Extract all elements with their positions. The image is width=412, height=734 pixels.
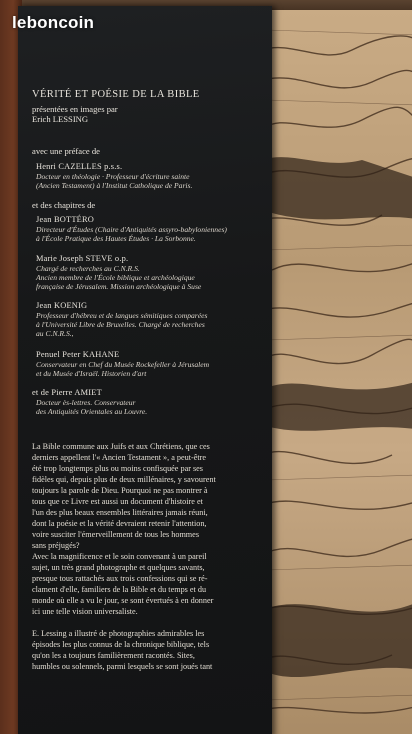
contributor-name: Marie Joseph STEVE o.p.	[36, 254, 129, 263]
contributor-credential: Directeur d'Études (Chaire d'Antiquités assyro-babyloniennes)	[36, 225, 227, 234]
blurb-line: La Bible commune aux Juifs et aux Chrétiens, que ces	[32, 442, 210, 451]
blurb-line: toujours la parole de Dieu. Pourquoi ne pas montrer à	[32, 486, 208, 495]
contributor-name: Penuel Peter KAHANE	[36, 350, 120, 359]
book-author: Erich LESSING	[32, 114, 89, 124]
contributor-credential: Conservateur en Chef du Musée Rockefeller à Jérusalem	[36, 360, 210, 369]
blurb-line: presque tous rattachés aux trois confessions qui se ré-	[32, 574, 208, 583]
contributor-credential: à l'Université Libre de Bruxelles. Chargé de recherches	[36, 320, 205, 329]
blurb-line: Avec la magnificence et le soin convenant à un pareil	[32, 552, 207, 561]
blurb-line: été trop longtemps plus ou moins confisquée par ses	[32, 464, 203, 473]
leboncoin-logo: leboncoin	[12, 13, 95, 32]
blurb-line: ici une telle vision universaliste.	[32, 607, 138, 616]
contributor-name: Jean BOTTÉRO	[36, 215, 94, 224]
book-title: VÉRITÉ ET POÉSIE DE LA BIBLE	[32, 89, 200, 100]
contributor-name: Jean KOENIG	[36, 301, 88, 310]
contributor-name: Henri CAZELLES p.s.s.	[36, 162, 123, 171]
contributor-credential: Ancien membre de l'École biblique et archéologique	[36, 273, 195, 282]
contributor-credential: à l'École Pratique des Hautes Études · La Sorbonne.	[36, 234, 196, 243]
contributor-credential: au C.N.R.S.,	[36, 329, 74, 338]
blurb-line: monde où elle a vu le jour, se sont évertués à en donner	[32, 596, 214, 605]
contributor-name: et de Pierre AMIET	[32, 388, 102, 397]
blurb-line: sujet, un très grand photographe et quelques savants,	[32, 563, 205, 572]
contributor-credential: et du Musée d'Israël. Historien d'art	[36, 369, 147, 378]
blurb-line: épisodes les plus connus de la chronique biblique, tels	[32, 640, 210, 649]
blurb-line: qu'on les a toujours familièrement racontés. Sites,	[32, 651, 195, 660]
contributor-credential: Professeur d'hébreu et de langues sémitiques comparées	[36, 311, 208, 320]
contributor-credential: Chargé de recherches au C.N.R.S.	[36, 264, 140, 273]
contributor-credential: des Antiquités Orientales au Louvre.	[36, 407, 148, 416]
blurb-line: l'un des plus beaux ensembles littéraires jamais réuni,	[32, 508, 208, 517]
contributors-intro: et des chapitres de	[32, 200, 96, 210]
preface-intro: avec une préface de	[32, 146, 100, 156]
engraving-illustration	[262, 10, 412, 734]
engraving-pattern	[262, 10, 412, 734]
blurb-line: fidèles qui, depuis plus de deux millénaires, y savourent	[32, 475, 216, 484]
book-subtitle: présentées en images par	[32, 104, 118, 114]
blurb-line: clament d'elle, familiers de la Bible et du temps et du	[32, 585, 207, 594]
blurb-line: dont la poésie et la vérité devraient retenir l'attention,	[32, 519, 207, 528]
blurb-line: tous que ce Livre est aussi un document d'histoire et	[32, 497, 203, 506]
contributor-credential: Docteur en théologie · Professeur d'écriture sainte	[36, 172, 190, 181]
book-cover	[18, 6, 272, 734]
contributor-credential: française de Jérusalem. Mission archéologique à Suse	[36, 282, 202, 291]
contributor-credential: Docteur ès-lettres. Conservateur	[36, 398, 136, 407]
blurb-line: voire susciter l'émerveillement de tous les hommes	[32, 530, 200, 539]
blurb-line: humbles ou solennels, parmi lesquels se sont joués tant	[32, 662, 213, 671]
blurb-line: sans préjugés?	[32, 541, 80, 550]
contributor-credential: (Ancien Testament) à l'Institut Catholique de Paris.	[36, 181, 193, 190]
blurb-line: E. Lessing a illustré de photographies admirables les	[32, 629, 205, 638]
blurb-line: derniers appellent l'« Ancien Testament », a peut-être	[32, 453, 206, 462]
